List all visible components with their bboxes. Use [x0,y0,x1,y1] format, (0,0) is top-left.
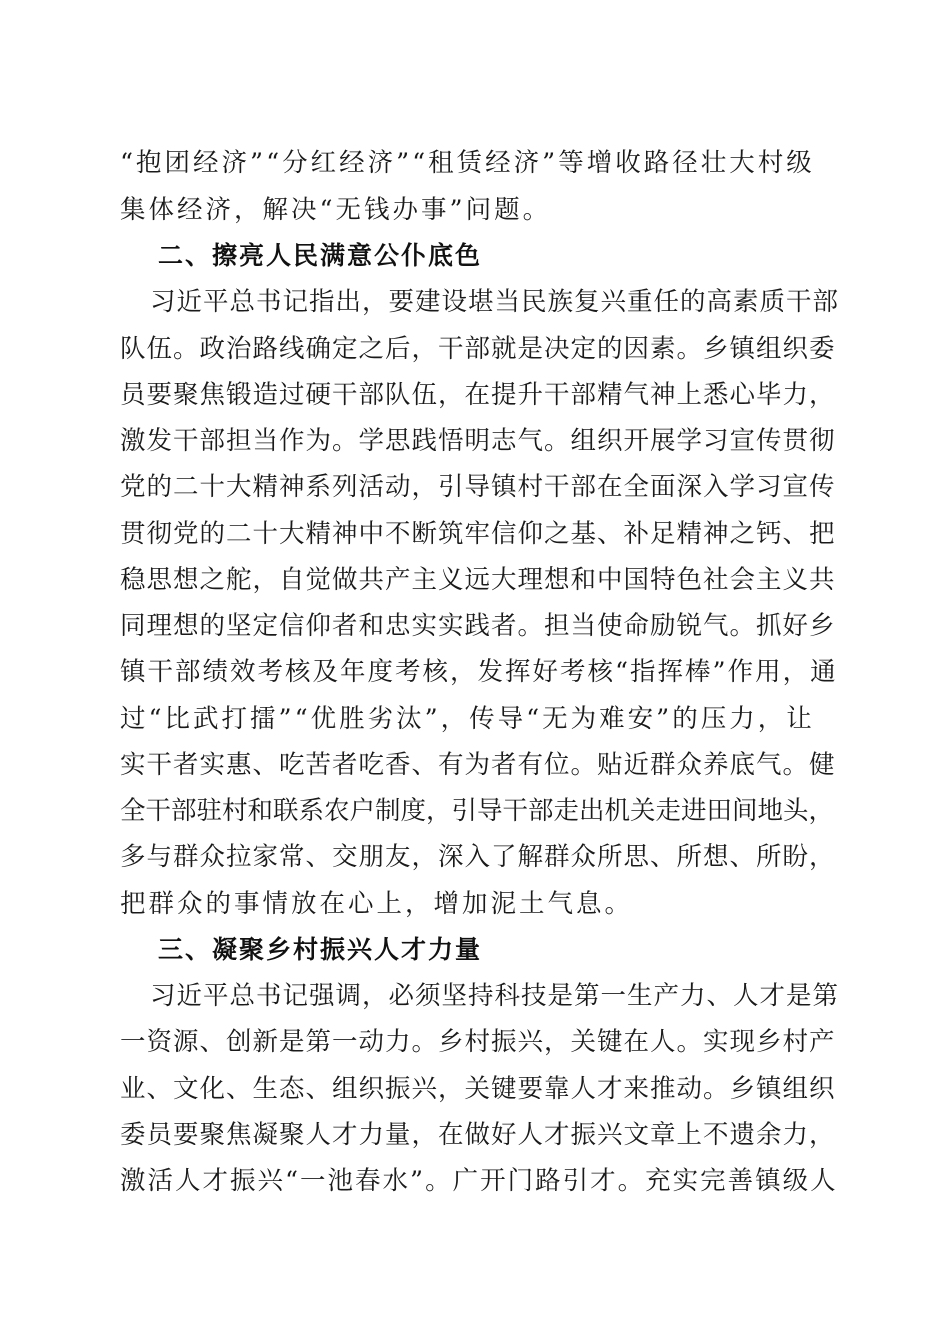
body-text-line: 同理想的坚定信仰者和忠实实践者。担当使命励锐气。抓好乡 [120,611,836,641]
section-heading-2: 二、擦亮人民满意公仆底色 [158,241,483,270]
body-text-line: 稳思想之舵，自觉做共产主义远大理想和中国特色社会主义共 [120,565,836,595]
body-text-line: “抱团经济”“分红经济”“租赁经济”等增收路径壮大村级 [120,148,815,178]
body-text-line: 委员要聚焦凝聚人才力量，在做好人才振兴文章上不遗余力， [120,1120,836,1150]
body-text-line: 一资源、创新是第一动力。乡村振兴，关键在人。实现乡村产 [120,1027,836,1057]
body-text-line: 激发干部担当作为。学思践悟明志气。组织开展学习宣传贯彻 [120,426,836,456]
body-text-line: 镇干部绩效考核及年度考核，发挥好考核“指挥棒”作用，通 [120,657,838,687]
body-text-line: 业、文化、生态、组织振兴，关键要靠人才来推动。乡镇组织 [120,1074,836,1104]
body-text-line: 实干者实惠、吃苦者吃香、有为者有位。贴近群众养底气。健 [120,750,836,780]
body-text-line: 习近平总书记指出，要建设堪当民族复兴重任的高素质干部 [150,287,840,317]
body-text-line: 队伍。政治路线确定之后，干部就是决定的因素。乡镇组织委 [120,334,836,364]
body-text-line: 过“比武打擂”“优胜劣汰”，传导“无为难安”的压力，让 [120,704,815,734]
body-text-line: 集体经济，解决“无钱办事”问题。 [120,195,552,225]
body-text-line: 激活人才振兴“一池春水”。广开门路引才。充实完善镇级人 [120,1166,838,1196]
body-text-line: 把群众的事情放在心上，增加泥土气息。 [120,889,634,919]
body-text-line: 党的二十大精神系列活动，引导镇村干部在全面深入学习宣传 [120,472,836,502]
body-text-line: 习近平总书记强调，必须坚持科技是第一生产力、人才是第 [150,981,840,1011]
body-text-line: 员要聚焦锻造过硬干部队伍，在提升干部精气神上悉心毕力， [120,380,836,410]
body-text-line: 贯彻党的二十大精神中不断筑牢信仰之基、补足精神之钙、把 [120,519,836,549]
body-text-line: 全干部驻村和联系农户制度，引导干部走出机关走进田间地头， [120,796,835,826]
section-heading-3: 三、凝聚乡村振兴人才力量 [158,935,483,964]
body-text-line: 多与群众拉家常、交朋友，深入了解群众所思、所想、所盼， [120,842,836,872]
